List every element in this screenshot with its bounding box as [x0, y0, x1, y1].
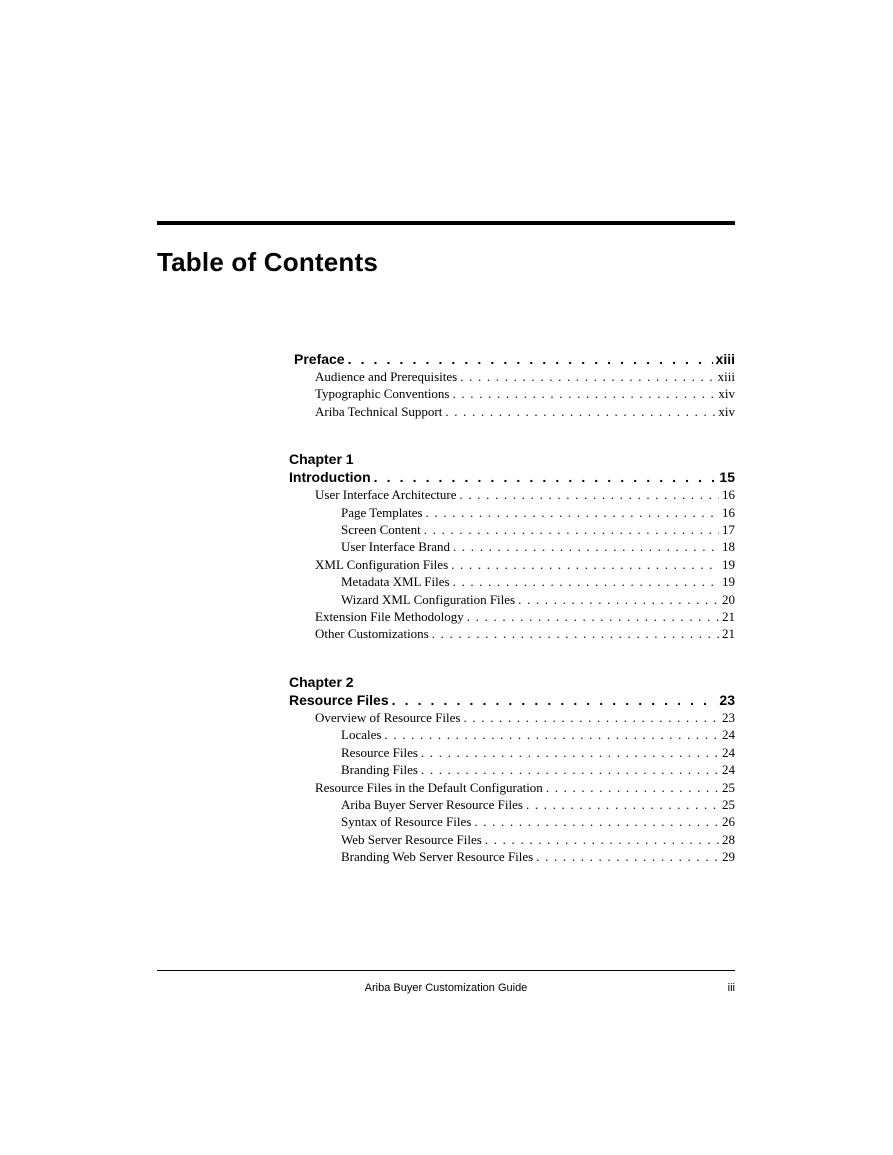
top-rule [157, 221, 735, 225]
entry-page-number: 23 [722, 709, 735, 725]
toc-entry[interactable] [289, 831, 735, 848]
toc-section [289, 673, 735, 866]
dot-leader [392, 691, 717, 709]
toc-entry[interactable] [289, 486, 735, 503]
entry-title: Branding Web Server Resource Files [341, 849, 534, 865]
entry-page-number: 15 [719, 469, 735, 486]
chapter-label: Chapter 1 [289, 451, 354, 468]
dot-leader [426, 504, 719, 521]
entry-title: User Interface Architecture [315, 487, 457, 503]
entry-title: Web Server Resource Files [341, 831, 482, 847]
entry-title: Other Customizations [315, 626, 429, 642]
entry-page-number: 29 [722, 849, 735, 865]
toc-heading-entry[interactable] [289, 468, 735, 486]
entry-title: Typographic Conventions [315, 386, 450, 402]
entry-page-number: 16 [722, 504, 735, 520]
entry-page-number: xiv [718, 386, 735, 402]
dot-leader [421, 744, 719, 761]
toc-entry[interactable] [289, 573, 735, 590]
toc-entry[interactable] [289, 403, 735, 420]
entry-title: Branding Files [341, 762, 418, 778]
toc-entry[interactable] [289, 625, 735, 642]
entry-page-number: 18 [722, 539, 735, 555]
dot-leader [445, 403, 715, 420]
dot-leader [384, 726, 719, 743]
entry-title: XML Configuration Files [315, 556, 449, 572]
entry-page-number: 16 [722, 487, 735, 503]
dot-leader [518, 591, 719, 608]
entry-page-number: 24 [722, 762, 735, 778]
entry-title: Introduction [289, 469, 371, 486]
footer-page-number: iii [727, 982, 735, 994]
dot-leader [451, 556, 719, 573]
toc-entry[interactable] [289, 368, 735, 385]
entry-page-number: 17 [722, 522, 735, 538]
dot-leader [474, 813, 719, 830]
entry-page-number: xiv [718, 403, 735, 419]
footer-rule [157, 970, 735, 971]
entry-page-number: 24 [722, 744, 735, 760]
entry-title: Screen Content [341, 522, 421, 538]
entry-title: Syntax of Resource Files [341, 814, 472, 830]
toc-entry[interactable] [289, 385, 735, 402]
toc-entry[interactable] [289, 504, 735, 521]
entry-title: Overview of Resource Files [315, 709, 461, 725]
toc-entry[interactable] [289, 591, 735, 608]
entry-title: Ariba Technical Support [315, 403, 443, 419]
entry-page-number: 25 [722, 796, 735, 812]
dot-leader [374, 468, 717, 486]
toc-section [289, 350, 735, 420]
entry-title: Ariba Buyer Server Resource Files [341, 796, 523, 812]
entry-title: Audience and Prerequisites [315, 369, 458, 384]
entry-page-number: 23 [719, 691, 735, 708]
toc-entry[interactable] [289, 608, 735, 625]
entry-title: Metadata XML Files [341, 574, 450, 590]
toc-entry[interactable] [289, 744, 735, 761]
entry-page-number: 24 [722, 727, 735, 743]
entry-title: Page Templates [341, 504, 423, 520]
toc-heading-entry[interactable] [289, 691, 735, 709]
toc-heading-entry[interactable] [289, 350, 735, 368]
footer-doc-title: Ariba Buyer Customization Guide [364, 982, 528, 994]
dot-leader [348, 350, 713, 368]
entry-page-number: 25 [722, 779, 735, 795]
dot-leader [467, 608, 719, 625]
toc-entry[interactable] [289, 813, 735, 830]
entry-title: User Interface Brand [341, 539, 450, 555]
toc-entry[interactable] [289, 538, 735, 555]
dot-leader [421, 761, 719, 778]
entry-title: Wizard XML Configuration Files [341, 591, 516, 607]
entry-title: Locales [341, 727, 382, 743]
entry-title: Resource Files in the Default Configuration [315, 779, 543, 795]
dot-leader [453, 538, 719, 555]
toc-entry[interactable] [289, 709, 735, 726]
entry-page-number: 21 [722, 609, 735, 625]
dot-leader [432, 625, 719, 642]
toc-entry[interactable] [289, 761, 735, 778]
entry-title: Extension File Methodology [315, 609, 464, 625]
entry-page-number: 20 [722, 591, 735, 607]
dot-leader [485, 831, 719, 848]
dot-leader [464, 709, 720, 726]
dot-leader [546, 779, 719, 796]
toc-entry[interactable] [289, 848, 735, 865]
entry-page-number: 28 [722, 831, 735, 847]
entry-page-number: 19 [722, 556, 735, 572]
table-of-contents [289, 350, 735, 896]
entry-page-number: xiii [715, 351, 735, 367]
dot-leader [460, 368, 714, 385]
dot-leader [536, 848, 719, 865]
toc-section [289, 450, 735, 643]
dot-leader [526, 796, 719, 813]
toc-entry[interactable] [289, 779, 735, 796]
entry-page-number: xiii [717, 369, 735, 384]
entry-page-number: 26 [722, 814, 735, 830]
toc-entry[interactable] [289, 726, 735, 743]
entry-title: Preface [294, 351, 345, 367]
entry-title: Resource Files [289, 691, 389, 708]
dot-leader [424, 521, 719, 538]
toc-entry[interactable] [289, 521, 735, 538]
toc-entry[interactable] [289, 556, 735, 573]
toc-entry[interactable] [289, 796, 735, 813]
chapter-label: Chapter 2 [289, 673, 354, 690]
page-title: Table of Contents [157, 247, 379, 277]
dot-leader [453, 385, 716, 402]
entry-title: Resource Files [341, 744, 418, 760]
dot-leader [453, 573, 719, 590]
entry-page-number: 19 [722, 574, 735, 590]
dot-leader [459, 486, 719, 503]
entry-page-number: 21 [722, 626, 735, 642]
